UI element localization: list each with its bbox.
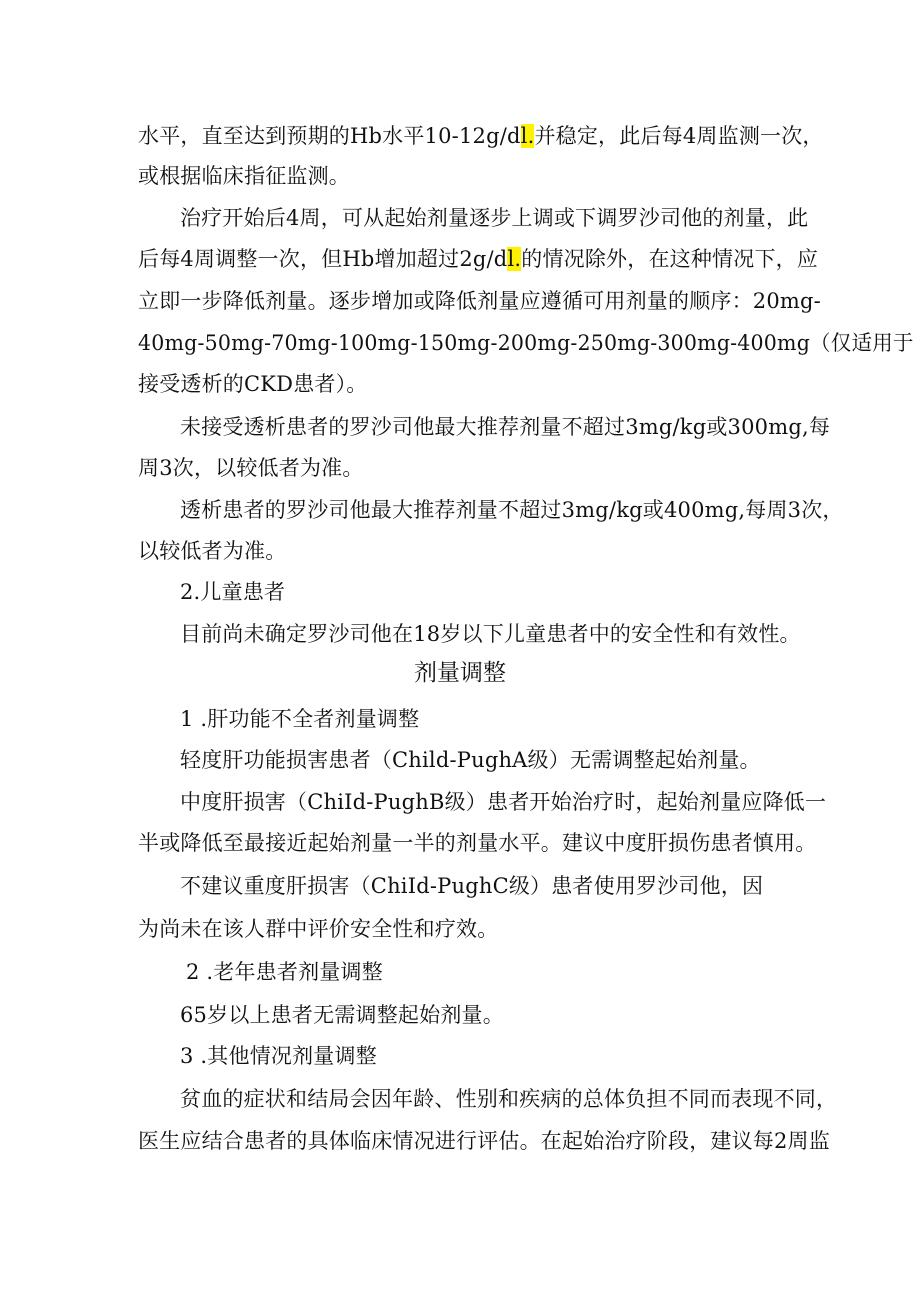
text-line: 中度肝损害（ChiId-PughB级）患者开始治疗时，起始剂量应降低一 <box>180 790 827 814</box>
text-span: 水平，直至达到预期的Hb水平10-12g/d <box>138 124 521 148</box>
text-line: 目前尚未确定罗沙司他在18岁以下儿童患者中的安全性和有效性。 <box>180 622 801 646</box>
list-heading: 1 .肝功能不全者剂量调整 <box>180 707 420 731</box>
text-line <box>138 122 824 150</box>
text-line: 未接受透析患者的罗沙司他最大推荐剂量不超过3mg/kg或300mg,每 <box>180 415 831 439</box>
text-span: 的情况除外，在这种情况下，应 <box>521 247 819 271</box>
text-line: 立即一步降低剂量。逐步增加或降低剂量应遵循可用剂量的顺序：20mg- <box>138 289 821 313</box>
list-heading: 2 .老年患者剂量调整 <box>186 960 383 984</box>
text-line: 不建议重度肝损害（ChiId-PughC级）患者使用罗沙司他，因 <box>180 874 764 898</box>
list-heading: 3 .其他情况剂量调整 <box>180 1044 377 1068</box>
highlighted-text: l. <box>507 247 522 271</box>
text-line: 为尚未在该人群中评价安全性和疗效。 <box>138 917 499 941</box>
text-line: 接受透析的CKD患者）。 <box>138 372 368 396</box>
text-line: 以较低者为准。 <box>138 539 287 563</box>
text-span: 并稳定，此后每4周监测一次， <box>534 124 824 148</box>
text-line: 贫血的症状和结局会因年龄、性别和疾病的总体负担不同而表现不同， <box>180 1087 838 1111</box>
text-line: 透析患者的罗沙司他最大推荐剂量不超过3mg/kg或400mg,每周3次， <box>180 498 844 522</box>
highlighted-text: l. <box>520 124 535 148</box>
text-line: 治疗开始后4周，可从起始剂量逐步上调或下调罗沙司他的剂量，此 <box>180 206 809 230</box>
text-line: 或根据临床指征监测。 <box>138 164 350 188</box>
text-line: 40mg-50mg-70mg-100mg-150mg-200mg-250mg-300mg-400mg（仅适用于 <box>138 331 914 355</box>
text-span: 后每4周调整一次，但Hb增加超过2g/d <box>138 247 508 271</box>
text-line: 半或降低至最接近起始剂量一半的剂量水平。建议中度肝损伤患者慎用。 <box>138 831 817 855</box>
list-heading: 2.儿童患者 <box>180 580 286 604</box>
text-line: 轻度肝功能损害患者（Child-PughA级）无需调整起始剂量。 <box>180 748 761 772</box>
text-line: 周3次，以较低者为准。 <box>138 456 364 480</box>
section-title: 剂量调整 <box>414 660 506 686</box>
text-line: 医生应结合患者的具体临床情况进行评估。在起始治疗阶段，建议每2周监 <box>138 1129 830 1153</box>
text-line <box>138 245 818 273</box>
text-line: 65岁以上患者无需调整起始剂量。 <box>180 1003 504 1027</box>
